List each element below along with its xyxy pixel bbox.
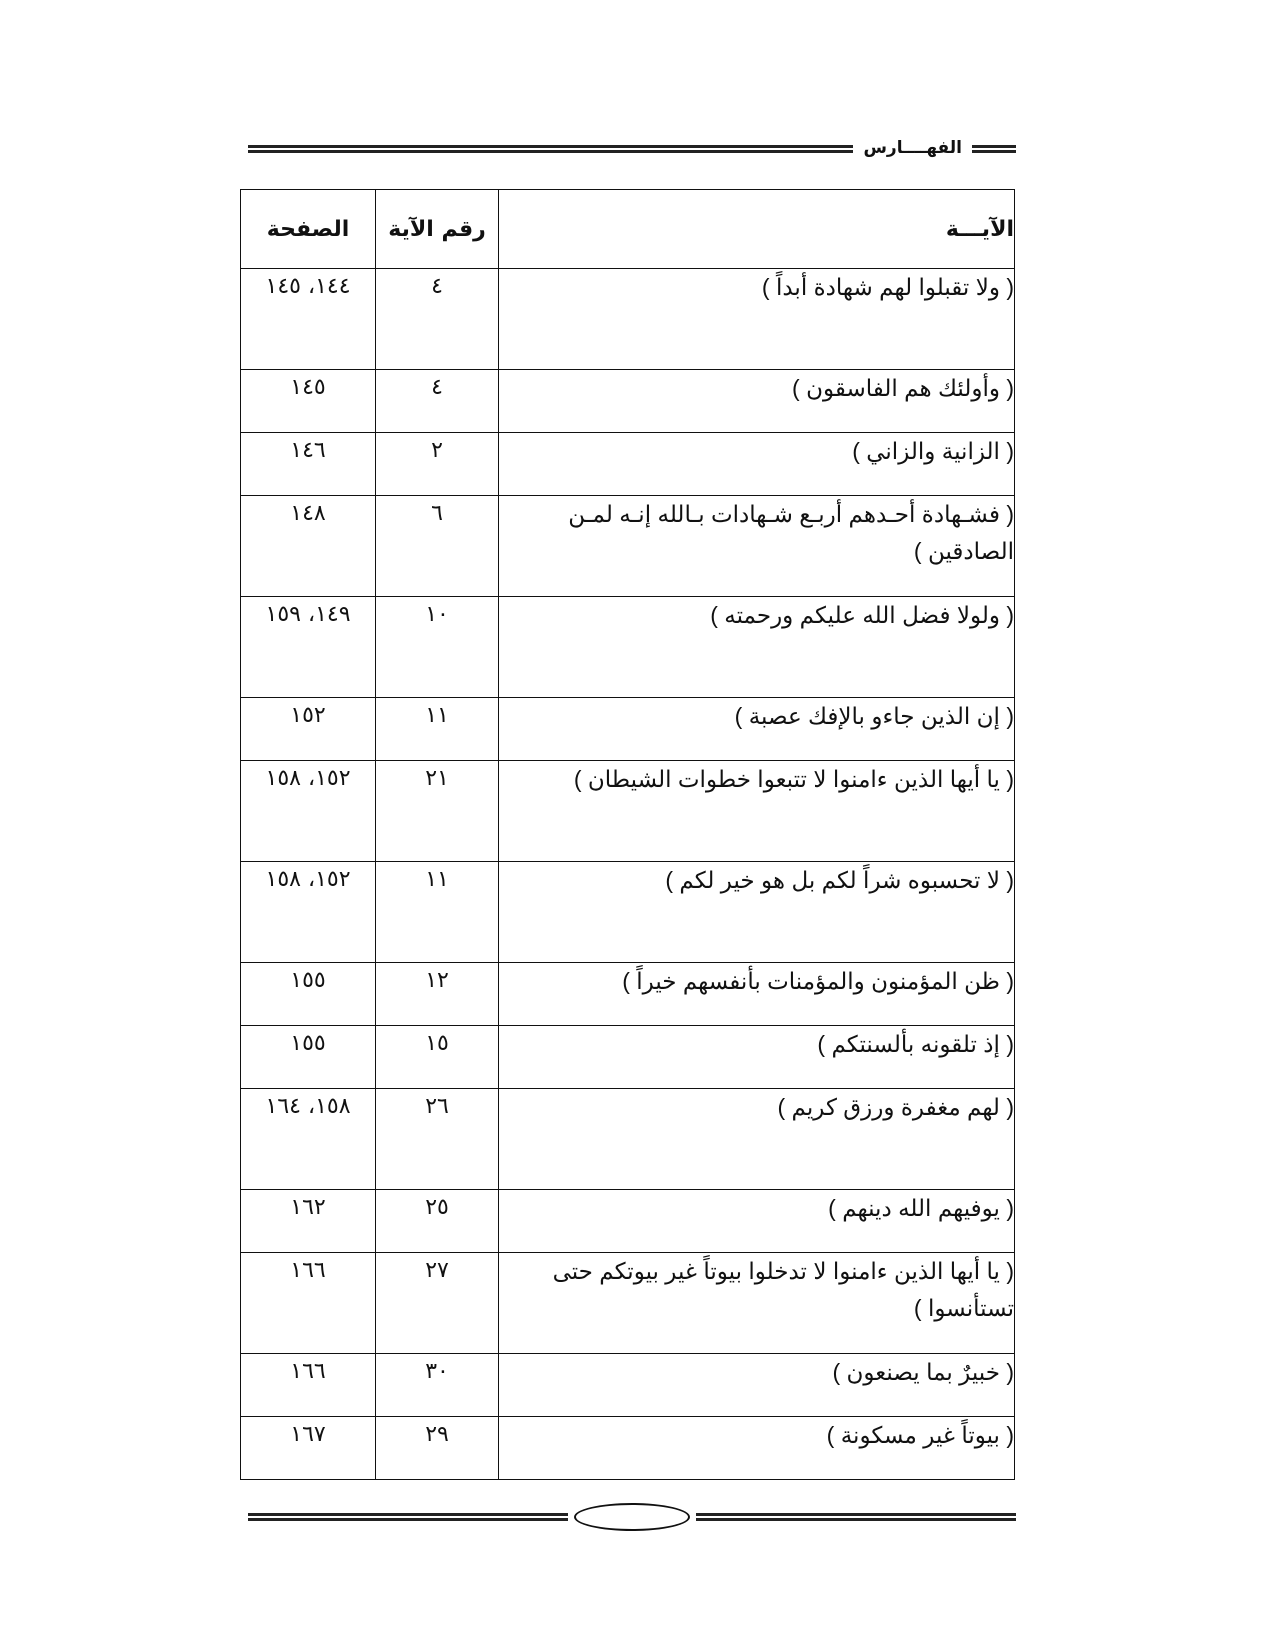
table-row bbox=[241, 370, 1015, 433]
table-row bbox=[241, 597, 1015, 698]
verse-number-cell: ١٥ bbox=[376, 1026, 499, 1089]
table-row bbox=[241, 761, 1015, 862]
header-title: الفهــــارس bbox=[863, 138, 962, 158]
footer-rule-right bbox=[696, 1513, 1016, 1521]
verse-number-cell: ٢ bbox=[376, 433, 499, 496]
table-row bbox=[241, 1417, 1015, 1480]
verse-index-table bbox=[240, 189, 1015, 1480]
page-footer bbox=[248, 1500, 1016, 1534]
ayah-cell: ( لا تحسبوه شراً لكم بل هو خير لكم ) bbox=[499, 862, 1015, 963]
ayah-cell: ( يا أيها الذين ءامنوا لا تتبعوا خطوات الشيطان ) bbox=[499, 761, 1015, 862]
ayah-cell: ( إن الذين جاءو بالإفك عصبة ) bbox=[499, 698, 1015, 761]
verse-number-cell: ١٢ bbox=[376, 963, 499, 1026]
ayah-cell: ( بيوتاً غير مسكونة ) bbox=[499, 1417, 1015, 1480]
page-cell: ١٥٥ bbox=[241, 963, 376, 1026]
page-cell: ١٤٥ bbox=[241, 370, 376, 433]
page-cell: ١٤٤، ١٤٥ bbox=[241, 269, 376, 370]
ayah-cell: ( يا أيها الذين ءامنوا لا تدخلوا بيوتاً غير بيوتكم حتى تستأنسوا ) bbox=[499, 1253, 1015, 1354]
ayah-cell: ( ظن المؤمنون والمؤمنات بأنفسهم خيراً ) bbox=[499, 963, 1015, 1026]
table-row bbox=[241, 269, 1015, 370]
page-cell: ١٥٨، ١٦٤ bbox=[241, 1089, 376, 1190]
page-cell: ١٥٢ bbox=[241, 698, 376, 761]
page-cell: ١٦٢ bbox=[241, 1190, 376, 1253]
verse-number-cell: ١٠ bbox=[376, 597, 499, 698]
ayah-cell: ( يوفيهم الله دينهم ) bbox=[499, 1190, 1015, 1253]
verse-number-cell: ٢٧ bbox=[376, 1253, 499, 1354]
table-row bbox=[241, 1253, 1015, 1354]
page-cell: ١٦٦ bbox=[241, 1354, 376, 1417]
table-row bbox=[241, 1190, 1015, 1253]
ayah-cell: ( ولولا فضل الله عليكم ورحمته ) bbox=[499, 597, 1015, 698]
page-cell: ١٦٦ bbox=[241, 1253, 376, 1354]
table-row bbox=[241, 698, 1015, 761]
table-row bbox=[241, 1089, 1015, 1190]
ayah-cell: ( فشـهادة أحـدهم أربـع شـهادات بـالله إنـه لمـن الصادقين ) bbox=[499, 496, 1015, 597]
page-cell: ١٤٨ bbox=[241, 496, 376, 597]
table-row bbox=[241, 963, 1015, 1026]
ayah-cell: ( الزانية والزاني ) bbox=[499, 433, 1015, 496]
verse-number-cell: ١١ bbox=[376, 698, 499, 761]
ayah-cell: ( وأولئك هم الفاسقون ) bbox=[499, 370, 1015, 433]
header-rule-left bbox=[248, 145, 853, 153]
running-header bbox=[248, 128, 1016, 168]
page-cell: ١٥٥ bbox=[241, 1026, 376, 1089]
footer-rule-left bbox=[248, 1513, 568, 1521]
verse-number-cell: ٦ bbox=[376, 496, 499, 597]
verse-number-cell: ٤ bbox=[376, 269, 499, 370]
header-rule-right bbox=[972, 145, 1016, 153]
header-verse-number: رقم الآية bbox=[376, 190, 499, 269]
table-row bbox=[241, 1026, 1015, 1089]
page-number-oval bbox=[574, 1503, 690, 1531]
verse-number-cell: ٢١ bbox=[376, 761, 499, 862]
table-header-row bbox=[241, 190, 1015, 269]
page-cell: ١٦٧ bbox=[241, 1417, 376, 1480]
page-cell: ١٤٦ bbox=[241, 433, 376, 496]
table-row bbox=[241, 496, 1015, 597]
header-page: الصفحة bbox=[241, 190, 376, 269]
ayah-cell: ( إذ تلقونه بألسنتكم ) bbox=[499, 1026, 1015, 1089]
page-cell: ١٤٩، ١٥٩ bbox=[241, 597, 376, 698]
verse-number-cell: ٤ bbox=[376, 370, 499, 433]
page-cell: ١٥٢، ١٥٨ bbox=[241, 761, 376, 862]
table-row bbox=[241, 1354, 1015, 1417]
verse-number-cell: ٣٠ bbox=[376, 1354, 499, 1417]
verse-number-cell: ١١ bbox=[376, 862, 499, 963]
table-row bbox=[241, 862, 1015, 963]
ayah-cell: ( خبيرٌ بما يصنعون ) bbox=[499, 1354, 1015, 1417]
verse-number-cell: ٢٦ bbox=[376, 1089, 499, 1190]
verse-number-cell: ٢٩ bbox=[376, 1417, 499, 1480]
header-ayah: الآيـــة bbox=[499, 190, 1015, 269]
ayah-cell: ( لهم مغفرة ورزق كريم ) bbox=[499, 1089, 1015, 1190]
table-row bbox=[241, 433, 1015, 496]
page-cell: ١٥٢، ١٥٨ bbox=[241, 862, 376, 963]
ayah-cell: ( ولا تقبلوا لهم شهادة أبداً ) bbox=[499, 269, 1015, 370]
verse-number-cell: ٢٥ bbox=[376, 1190, 499, 1253]
